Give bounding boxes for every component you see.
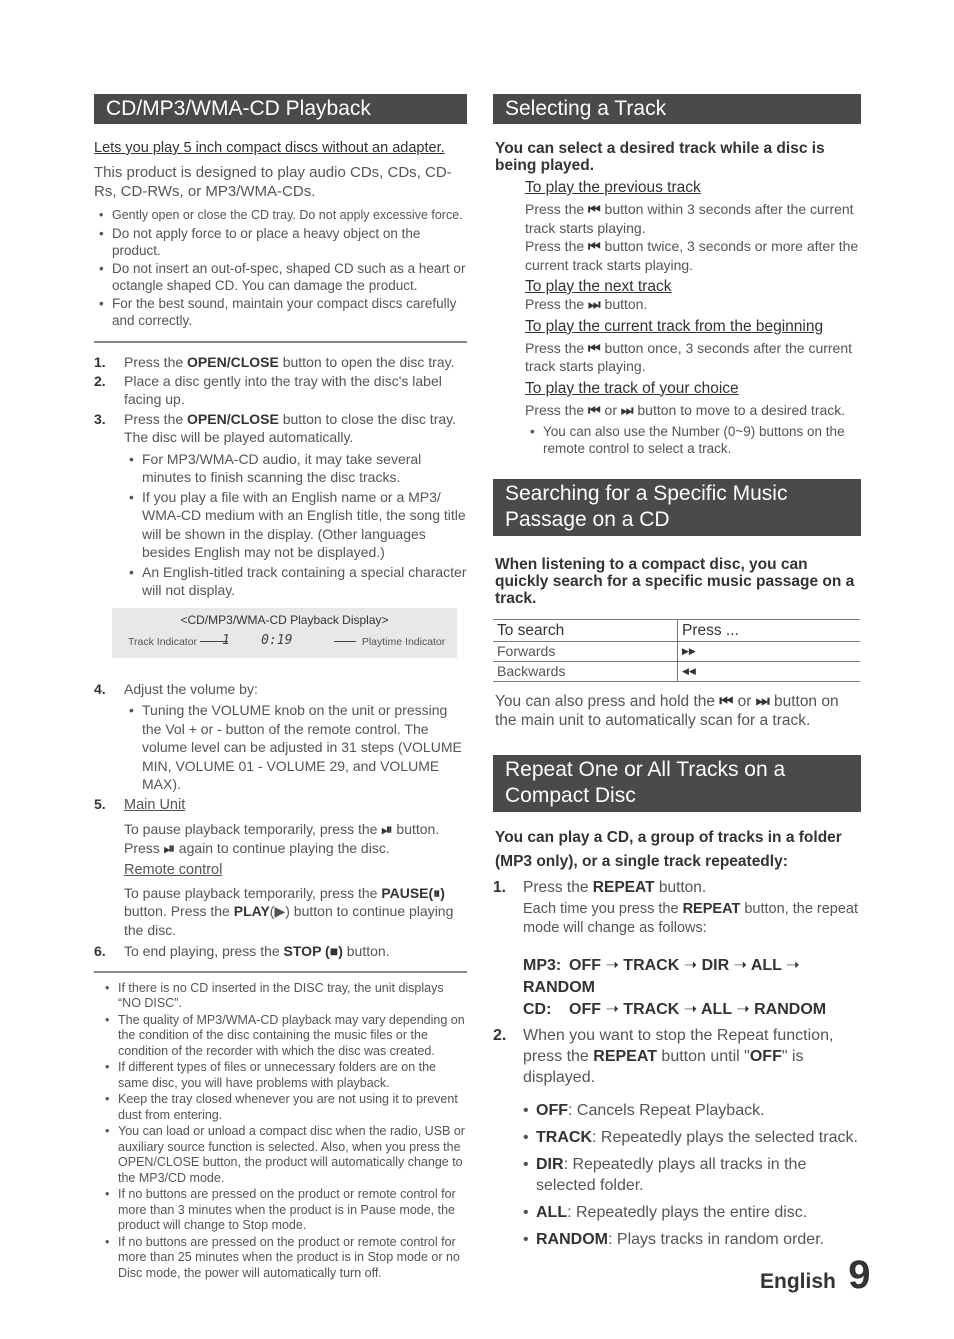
playback-intro-bold: Lets you play 5 inch compact discs without an adapter. xyxy=(94,140,445,156)
repeat-section-title: Repeat One or All Tracks on a Compact Disc xyxy=(493,755,861,812)
table-cell: Backwards xyxy=(493,662,678,682)
step-1: 1. Press the OPEN/CLOSE button to open the disc tray. xyxy=(94,354,455,370)
table-row xyxy=(493,662,860,682)
stop-icon: ■ xyxy=(329,943,339,959)
list-item: • If no buttons are pressed on the product or remote control for more than 3 minutes when the product is in Pause mode, the product will change to Stop mode. xyxy=(100,1187,467,1234)
language-label: English xyxy=(760,1270,836,1293)
list-item: • If there is no CD inserted in the DISC tray, the unit displays “NO DISC”. xyxy=(100,981,467,1012)
step-3-notes xyxy=(124,450,467,600)
list-item: • For MP3/WMA-CD audio, it may take several minutes to finish scanning the disc tracks. xyxy=(124,450,467,487)
search-section-title: Searching for a Specific Music Passage on a CD xyxy=(493,479,861,536)
step-4: 4. Adjust the volume by: • Tuning the VOLUME knob on the unit or pressing the Vol + or - button of the remote control. The volume level can be adjusted in 31 steps (VOLUME MIN, VOLUME 01 - VOLUME 29, and VOLUME MAX). xyxy=(94,680,467,794)
repeat-steps xyxy=(493,878,861,937)
step-4-notes xyxy=(124,701,467,794)
list-item: • OFF: Cancels Repeat Playback. xyxy=(523,1100,861,1121)
repeat-step-2: 2. When you want to stop the Repeat function, press the REPEAT button until "OFF" is displayed. xyxy=(493,1027,834,1086)
repeat-mode-sequence: MP3: OFF ➝ TRACK ➝ DIR ➝ ALL ➝ RANDOM CD: OFF ➝ TRACK ➝ ALL ➝ RANDOM xyxy=(523,957,827,1018)
list-item: • TRACK: Repeatedly plays the selected track. xyxy=(523,1127,861,1148)
search-intro: When listening to a compact disc, you can quickly search for a specific music passage on a track. xyxy=(495,556,855,607)
right-column xyxy=(493,94,861,1256)
notes-list xyxy=(100,981,467,1282)
list-item: • If you play a file with an English name or a MP3/ WMA-CD medium with an English title, the song title will be shown in the display. (Other languages besides English may not be displayed.) xyxy=(124,488,467,562)
left-column xyxy=(94,94,467,1282)
list-item: • Gently open or close the CD tray. Do not apply excessive force. xyxy=(94,207,467,224)
repeat-step-1: 1. Press the REPEAT button. Each time you press the REPEAT button, the repeat mode will change as follows: xyxy=(493,879,859,936)
select-section-title: Selecting a Track xyxy=(493,94,861,124)
choice-notes xyxy=(525,423,861,457)
select-intro: You can select a desired track while a disc is being played. xyxy=(495,140,825,174)
playback-steps-continued xyxy=(94,680,467,961)
next-icon: ⏭ xyxy=(755,693,770,710)
playback-section-title: CD/MP3/WMA-CD Playback xyxy=(94,94,467,124)
list-item: • If no buttons are pressed on the product or remote control for more than 25 minutes when the product is in Stop mode or no Disc mode, the power will automatically turn off. xyxy=(100,1235,467,1282)
page-footer xyxy=(760,1253,871,1298)
play-icon: ▶ xyxy=(274,903,286,919)
prev-track-heading: To play the previous track xyxy=(525,179,701,196)
next-icon: ⏭ xyxy=(620,401,634,418)
current-track-heading: To play the current track from the beginning xyxy=(525,317,824,335)
list-item: • DIR: Repeatedly plays all tracks in the selected folder. xyxy=(523,1154,861,1196)
next-track-heading: To play the next track xyxy=(525,278,672,295)
list-item: • Do not apply force to or place a heavy object on the product. xyxy=(94,225,467,259)
list-item: • The quality of MP3/WMA-CD playback may vary depending on the condition of the disc containing the music files or the condition of the recorder with which the disc was created. xyxy=(100,1013,467,1060)
precautions-list xyxy=(94,207,467,329)
choice-track-heading: To play the track of your choice xyxy=(525,379,739,397)
divider xyxy=(94,971,467,973)
table-header-cell: Press ... xyxy=(678,620,861,642)
prev-icon: ⏮ xyxy=(588,238,601,254)
prev-icon: ⏮ xyxy=(588,401,601,418)
list-item: • If different types of files or unnecessary folders are on the same disc, you will have problems with playback. xyxy=(100,1060,467,1091)
prev-icon: ⏮ xyxy=(719,693,734,710)
forward-icon: ▶▶ xyxy=(678,642,861,662)
playback-display-diagram xyxy=(112,608,457,658)
page-number: 9 xyxy=(848,1253,871,1297)
repeat-steps-continued xyxy=(493,1025,861,1088)
prev-icon: ⏮ xyxy=(588,201,601,217)
repeat-options-list xyxy=(523,1100,861,1250)
lcd-readout: 1 0:19 xyxy=(222,632,293,648)
list-item: • ALL: Repeatedly plays the entire disc. xyxy=(523,1202,861,1223)
list-item: • You can load or unload a compact disc when the radio, USB or auxiliary source function is selected. Also, when you press the OPEN/CLOSE button, the product will automatically change to the MP3/CD mode. xyxy=(100,1124,467,1186)
choice-track-text: Press the ⏮ or ⏭ button to move to a desired track. xyxy=(525,401,846,418)
prev-track-text-2: Press the ⏮ button twice, 3 seconds or more after the current track starts playing. xyxy=(525,238,859,273)
search-note: You can also press and hold the ⏮ or ⏭ button on the main unit to automatically scan for a track. xyxy=(495,693,839,729)
step-3: 3. Press the OPEN/CLOSE button to close the disc tray. The disc will be played automatically. • For MP3/WMA-CD audio, it may take several minutes to finish scanning the disc tracks. • If you play a file with an English name or a MP3/ WMA-CD medium with an English title, the song title will be shown in the display. (Other languages besides English may not be displayed.) • An English-titled track containing a special character will not display. xyxy=(94,410,467,600)
playback-intro: This product is designed to play audio CDs, CDs, CD-Rs, CD-RWs, or MP3/WMA-CDs. xyxy=(94,164,452,200)
list-item: • You can also use the Number (0~9) buttons on the remote control to select a track. xyxy=(525,423,861,457)
play-pause-icon: ⏯ xyxy=(381,821,393,837)
table-header-cell: To search xyxy=(493,620,678,642)
list-item: • RANDOM: Plays tracks in random order. xyxy=(523,1229,861,1250)
table-header-row xyxy=(493,620,860,642)
list-item: • For the best sound, maintain your compact discs carefully and correctly. xyxy=(94,295,467,329)
divider xyxy=(94,341,467,343)
step-6: 6. To end playing, press the STOP (■) button. xyxy=(94,943,390,959)
track-indicator-label: Track Indicator xyxy=(128,636,228,648)
select-subsections xyxy=(525,178,861,457)
table-row xyxy=(493,642,860,662)
list-item: • Tuning the VOLUME knob on the unit or pressing the Vol + or - button of the remote control. The volume level can be adjusted in 31 steps (VOLUME MIN, VOLUME 01 - VOLUME 29, and VOLUME MAX). xyxy=(124,701,467,794)
list-item: • Do not insert an out-of-spec, shaped CD such as a heart or octangle shaped CD. You can damage the product. xyxy=(94,260,467,294)
step-2: 2. Place a disc gently into the tray with the disc's label facing up. xyxy=(94,372,442,407)
step-5: 5. Main Unit To pause playback temporarily, press the ⏯ button. Press ⏯ again to continue playing the disc. Remote control To pause playback temporarily, press the PAUSE(⏸) button. Press the PLAY(▶) button to continue playing the disc. xyxy=(94,795,454,938)
prev-icon: ⏮ xyxy=(588,339,601,356)
list-item: • An English-titled track containing a special character will not display. xyxy=(124,563,467,600)
play-pause-icon: ⏯ xyxy=(163,839,175,856)
repeat-intro: You can play a CD, a group of tracks in a folder (MP3 only), or a single track repeatedly: xyxy=(495,829,842,870)
playtime-indicator-label: Playtime Indicator xyxy=(334,636,445,648)
search-table xyxy=(493,619,860,682)
table-cell: Forwards xyxy=(493,642,678,662)
next-track-text: Press the ⏭ button. xyxy=(525,296,648,312)
prev-track-text-1: Press the ⏮ button within 3 seconds after the current track starts playing. xyxy=(525,201,854,236)
playback-steps xyxy=(94,353,467,600)
current-track-text: Press the ⏮ button once, 3 seconds after the current track starts playing. xyxy=(525,339,853,374)
backward-icon: ◀◀ xyxy=(678,662,861,682)
display-title: <CD/MP3/WMA-CD Playback Display> xyxy=(180,612,389,627)
pause-icon: ⏸ xyxy=(433,884,441,901)
next-icon: ⏭ xyxy=(588,296,601,312)
list-item: • Keep the tray closed whenever you are not using it to prevent dust from entering. xyxy=(100,1092,467,1123)
